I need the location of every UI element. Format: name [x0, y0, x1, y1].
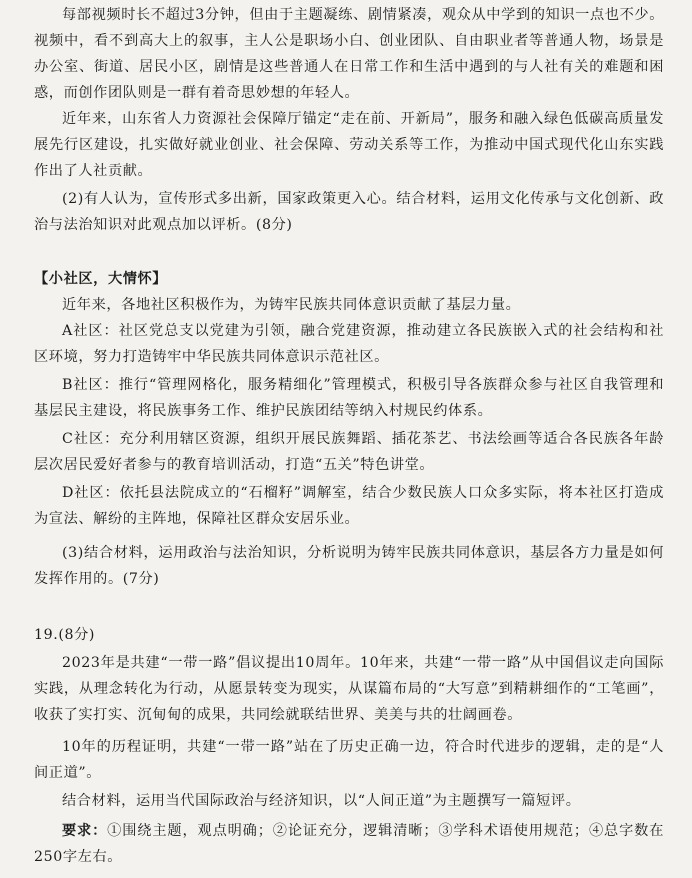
paragraph-community-b: B社区：推行“管理网格化，服务精细化”管理模式，积极引导各族群众参与社区自我管理和基层民主建设，将民族事务工作、维护民族团结等纳入村规民约体系。	[34, 377, 664, 419]
question-19-number: 19.(8分)	[34, 627, 96, 643]
paragraph-right-path: 10年的历程证明，共建“一带一路”站在了历史正确一边，符合时代进步的逻辑，走的是“人间正道”。	[34, 739, 664, 781]
requirements-label: 要求：	[62, 823, 108, 839]
paragraph-video-intro: 每部视频时长不超过3分钟，但由于主题凝练、剧情紧凑，观众从中学到的知识一点也不少。视频中，看不到高大上的叙事，主人公是职场小白、创业团队、自由职业者等普通人物，场景是办公室、街道、居民小区，剧情是这些普通人在日常工作和生活中遇到的与人社有关的难题和困惑，而创作团队则是一群有着奇思妙想的年轻人。	[34, 7, 664, 101]
question-19-requirements	[34, 818, 664, 870]
paragraph-community-a: A社区：社区党总支以党建为引领，融合党建资源，推动建立各民族嵌入式的社会结构和社区环境，努力打造铸牢中华民族共同体意识示范社区。	[34, 323, 664, 365]
paragraph-community-intro: 近年来，各地社区积极作为，为铸牢民族共同体意识贡献了基层力量。	[62, 297, 521, 313]
paragraph-community-c: C社区：充分利用辖区资源，组织开展民族舞蹈、插花茶艺、书法绘画等适合各民族各年龄层次居民爱好者参与的教育培训活动，打造“五关”特色讲堂。	[34, 431, 664, 473]
section-title	[34, 266, 664, 292]
question-3: (3)结合材料，运用政治与法治知识，分析说明为铸牢民族共同体意识，基层各方力量是如何发挥作用的。(7分)	[34, 545, 664, 587]
paragraph-community-d: D社区：依托县法院成立的“石榴籽”调解室，结合少数民族人口众多实际，将本社区打造成为宣法、解纷的主阵地，保障社区群众安居乐业。	[34, 485, 664, 527]
requirements-text: ①围绕主题，观点明确；②论证充分，逻辑清晰；③学科术语使用规范；④总字数在250字左右。	[34, 823, 664, 865]
paragraph-shandong: 近年来，山东省人力资源社会保障厅锚定“走在前、开新局”，服务和融入绿色低碳高质量发展先行区建设，扎实做好就业创业、社会保障、劳动关系等工作，为推动中国式现代化山东实践作出了人社贡献。	[34, 111, 664, 179]
question-2: (2)有人认为，宣传形式多出新，国家政策更入心。结合材料，运用文化传承与文化创新、政治与法治知识对此观点加以评析。(8分)	[34, 191, 664, 233]
section-title-text: 【小社区，大情怀】	[34, 271, 168, 287]
paragraph-belt-road: 2023年是共建“一带一路”倡议提出10周年。10年来，共建“一带一路”从中国倡议走向国际实践，从理念转化为行动，从愿景转变为现实，从谋篇布局的“大写意”到精耕细作的“工笔画”，收获了实打实、沉甸甸的成果，共同绘就联结世界、美美与共的壮阔画卷。	[34, 655, 664, 723]
question-19-prompt: 结合材料，运用当代国际政治与经济知识，以“人间正道”为主题撰写一篇短评。	[62, 793, 581, 809]
